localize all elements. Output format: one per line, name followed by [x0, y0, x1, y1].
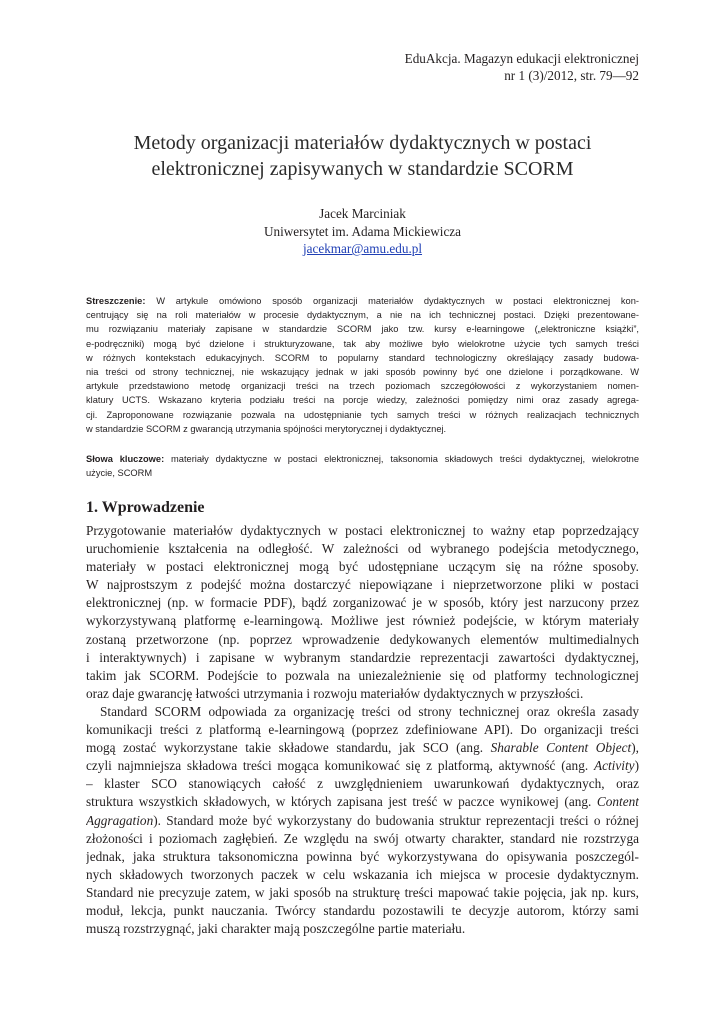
journal-header: [405, 50, 639, 84]
abstract-line: centrujący się na roli materiałów w procesie dydaktycznym, a nie na ich technicznej postaci. Dzięki prezentowane-: [86, 310, 639, 321]
paper-title: [86, 130, 639, 182]
author-name: Jacek Marciniak: [319, 206, 406, 221]
body-line: zostaną przetworzone (np. poprzez wprowadzenie dedykowanych elementów multimedialnych: [86, 631, 639, 647]
abstract-label: Streszczenie:: [86, 296, 146, 306]
abstract-line: Streszczenie: W artykule omówiono sposób organizacji materiałów dydaktycznych w postaci elektronicznej kon-: [86, 296, 639, 306]
body-line: oraz daje gwarancję łatwości utrzymania i rozwoju materiałów dydaktycznych w przyszłości.: [86, 685, 584, 701]
body-line: struktura wszystkich składowych, w których zapisana jest treść w paczce wynikowej (ang. Content: [86, 794, 639, 810]
body-line: – klaster SCO stanowiących całość z uwzględnieniem uwarunkowań dydaktycznych, oraz: [86, 776, 639, 792]
keywords-label: Słowa kluczowe:: [86, 454, 165, 464]
body-text: [86, 522, 639, 938]
abstract-line: artykule przedstawiono metodę organizacji treści na trzech poziomach szczegółowości z wykorzystaniem nomen-: [86, 381, 639, 392]
body-line: uruchomienie kształcenia na odległość. W zależności od wybranego podejścia metodycznego,: [86, 541, 639, 557]
body-line: Aggragation). Standard może być wykorzystany do budowania struktur reprezentacji treści o różnej: [86, 812, 639, 828]
body-line: złożoności i poziomach zagłębień. Ze względu na swój otwarty charakter, standard nie rozstrzyga: [86, 830, 639, 846]
journal-issue: nr 1 (3)/2012, str. 79—92: [504, 68, 639, 83]
author-block: [86, 205, 639, 258]
body-line: mogą zostać wykorzystane takie składowe standardu, jak SCO (ang. Sharable Content Object),: [86, 740, 639, 756]
abstract-line: cji. Zaproponowane rozwiązanie pozwala na udostępnianie tych samych treści w różnych realizacjach technicznych: [86, 409, 639, 420]
italic-term: Activity: [593, 758, 635, 774]
paper-title-line-1: Metody organizacji materiałów dydaktycznych w postaci: [133, 132, 592, 154]
keywords-line: użycie, SCORM: [86, 468, 153, 479]
body-line: muszą rozstrzygnąć, jaki charakter mają poszczególne partie materiału.: [86, 921, 466, 937]
body-line: komunikacji treści z platformą e-learningową (poprzez zdefiniowane API). Do organizacji treści: [86, 722, 639, 738]
body-line: Przygotowanie materiałów dydaktycznych w postaci elektronicznej to ważny etap poprzedzający: [86, 523, 639, 538]
keywords-line: Słowa kluczowe: materiały dydaktyczne w postaci elektronicznej, taksonomia składowych treści dydaktycznej, wielokrotne: [86, 454, 639, 464]
keywords: [86, 452, 639, 480]
body-line: moduł, lekcja, punkt nauczania. Twórcy standardu pozostawili te decyzje autorom, którzy sami: [86, 902, 639, 918]
abstract: [86, 294, 639, 436]
journal-name: EduAkcja. Magazyn edukacji elektronicznej: [404, 51, 639, 66]
body-line: wykorzystywaną platformę e-learningową. Możliwe jest również podejście, w którym materiały: [86, 613, 639, 629]
abstract-line: klatury UCTS. Wskazano kryteria podziału treści na porcje wiedzy, zależności pomiędzy nimi oraz zasady agrega-: [86, 395, 639, 406]
italic-term: Sharable Content Object: [490, 740, 632, 756]
body-line: i interaktywnych) i zapisane w wybranym standardzie reprezentacji zawartości dydaktycznej,: [86, 649, 639, 665]
body-line: jednak, jaka struktura taksonomiczna powinna być wykorzystywana do opisywania poszczegól-: [86, 848, 639, 864]
author-affiliation: Uniwersytet im. Adama Mickiewicza: [263, 223, 462, 239]
body-line: elektronicznej (np. w formacie PDF), bądź zorganizować je w sposób, który jest narzucony przez: [86, 595, 639, 611]
section-heading: 1. Wprowadzenie: [86, 499, 205, 516]
abstract-line: e-podręczniki) mogą być dzielone i strukturyzowane, tak aby możliwe było wielokrotne użycie tych samych treści: [86, 338, 639, 349]
body-line: Standard nie precyzuje zatem, w jaki sposób na strukturę treści mapować takie pojęcia, jak np. kurs,: [86, 884, 639, 900]
body-line: takim jak SCORM. Podejście to pozwala na uniezależnienie się od platformy technologicznej: [86, 667, 639, 683]
abstract-line: w różnych kontekstach edukacyjnych. SCORM to popularny standard technologiczny określający zasady budowa-: [86, 352, 639, 363]
abstract-line: nia treści od strony technicznej, nie wskazujący jednak w jaki sposób powinny być one dzielone i porządkowane. W: [86, 367, 639, 378]
italic-term: Content: [596, 794, 639, 810]
abstract-line: w standardzie SCORM z gwarancją utrzymania spójności merytorycznej i dydaktycznej.: [86, 423, 447, 434]
body-line: W najprostszym z podejść można dostarczyć niepowiązane i nieprzetworzone pliki w postaci: [86, 577, 639, 593]
body-line: Standard SCORM odpowiada za organizację treści od strony technicznej oraz określa zasady: [100, 703, 639, 719]
italic-term: Aggragation: [86, 812, 154, 828]
paper-title-line-2: elektronicznej zapisywanych w standardzie SCORM: [151, 158, 574, 180]
body-line: czyli najmniejsza składowa treści mogąca komunikować się z platformą, aktywność (ang. Activity): [86, 758, 639, 774]
body-line: nych składowych tworzonych paczek w celu wskazania ich miejsca w procesie dydaktycznym.: [86, 866, 639, 882]
body-line: materiały w postaci elektronicznej mogą być udostępniane uczącym się na różne sposoby.: [86, 559, 639, 575]
abstract-line: mu rozwiązaniu materiały zapisane w standardzie SCORM jako tzw. kursy e-learningowe („elektroniczne książki”,: [86, 324, 639, 335]
author-email-link[interactable]: jacekmar@amu.edu.pl: [302, 241, 423, 256]
